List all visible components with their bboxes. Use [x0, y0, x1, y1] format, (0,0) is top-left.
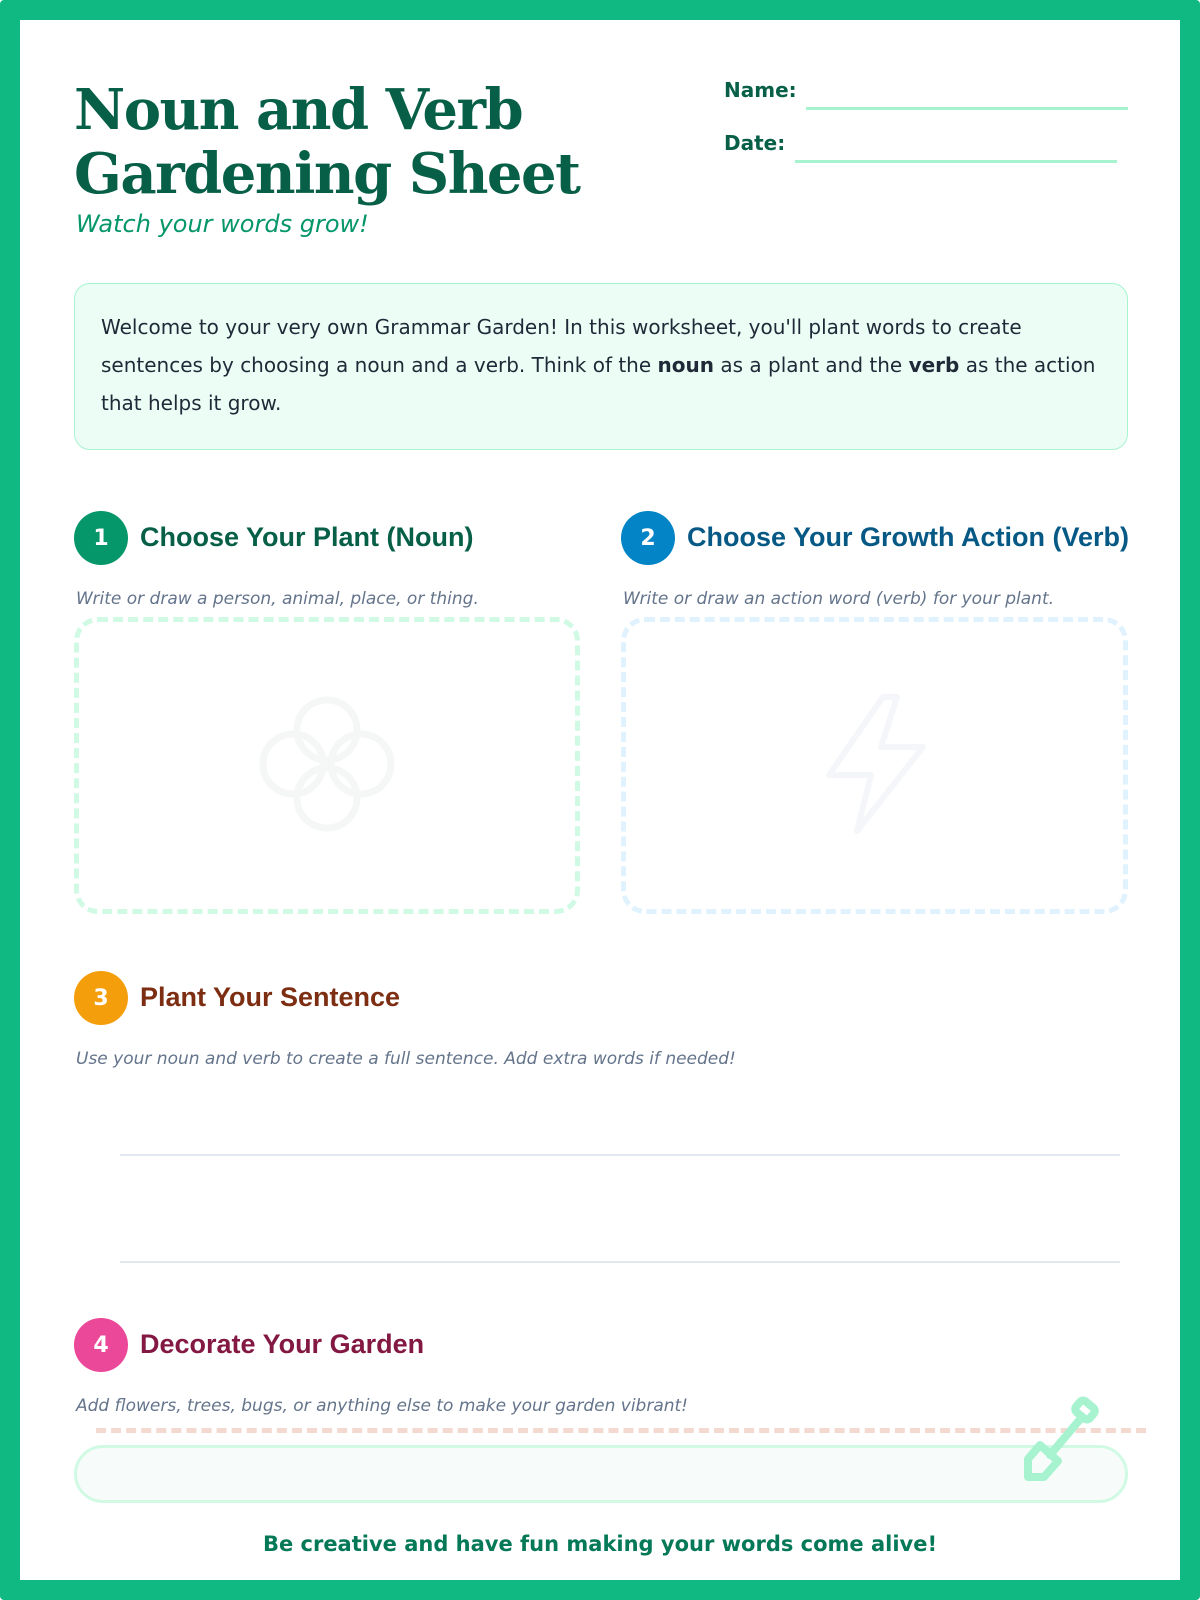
- date-label: Date:: [724, 131, 786, 155]
- step-4-badge: 4: [74, 1318, 128, 1372]
- page-title: [74, 78, 594, 206]
- name-field[interactable]: [806, 107, 1128, 110]
- lightning-bolt-icon: [805, 689, 945, 843]
- sentence-line-1[interactable]: [120, 1154, 1120, 1156]
- garden-bed-area[interactable]: [74, 1445, 1128, 1503]
- step-3-title: Plant Your Sentence: [140, 982, 401, 1012]
- step-3-badge: 3: [74, 971, 128, 1025]
- sentence-line-2[interactable]: [120, 1261, 1120, 1263]
- step-3-description: Use your noun and verb to create a full sentence. Add extra words if needed!: [76, 1049, 736, 1069]
- intro-noun: noun: [657, 353, 714, 377]
- intro-text-3: as the action that helps it grow.: [101, 353, 1096, 415]
- title-line-2: Gardening Sheet: [74, 141, 580, 207]
- step-2-title: Choose Your Growth Action (Verb): [687, 522, 1130, 552]
- intro-text-2: as a plant and the: [714, 353, 909, 377]
- page-subtitle: Watch your words grow!: [76, 210, 369, 238]
- shovel-icon: [1020, 1395, 1110, 1489]
- flower-icon: [257, 694, 397, 838]
- step-2-badge: 2: [621, 511, 675, 565]
- noun-drawing-area[interactable]: [74, 617, 580, 914]
- step-1-title: Choose Your Plant (Noun): [140, 522, 474, 552]
- step-4-title: Decorate Your Garden: [140, 1329, 425, 1359]
- intro-verb: verb: [908, 353, 960, 377]
- step-4-description: Add flowers, trees, bugs, or anything else to make your garden vibrant!: [76, 1396, 688, 1416]
- step-1-description: Write or draw a person, animal, place, or thing.: [76, 589, 479, 609]
- date-field[interactable]: [795, 160, 1117, 163]
- verb-drawing-area[interactable]: [621, 617, 1128, 914]
- title-line-1: Noun and Verb: [74, 77, 523, 143]
- name-label: Name:: [724, 78, 797, 102]
- soil-dashed-line: [96, 1428, 1146, 1433]
- intro-box: [74, 283, 1128, 450]
- footer-message: Be creative and have fun making your words come alive!: [262, 1532, 938, 1556]
- intro-text-1: Welcome to your very own Grammar Garden! In this worksheet, you'll plant words to create sentences by choosing a noun and a verb. Think of the: [101, 315, 1022, 377]
- step-2-description: Write or draw an action word (verb) for your plant.: [623, 589, 1055, 609]
- step-1-badge: 1: [74, 511, 128, 565]
